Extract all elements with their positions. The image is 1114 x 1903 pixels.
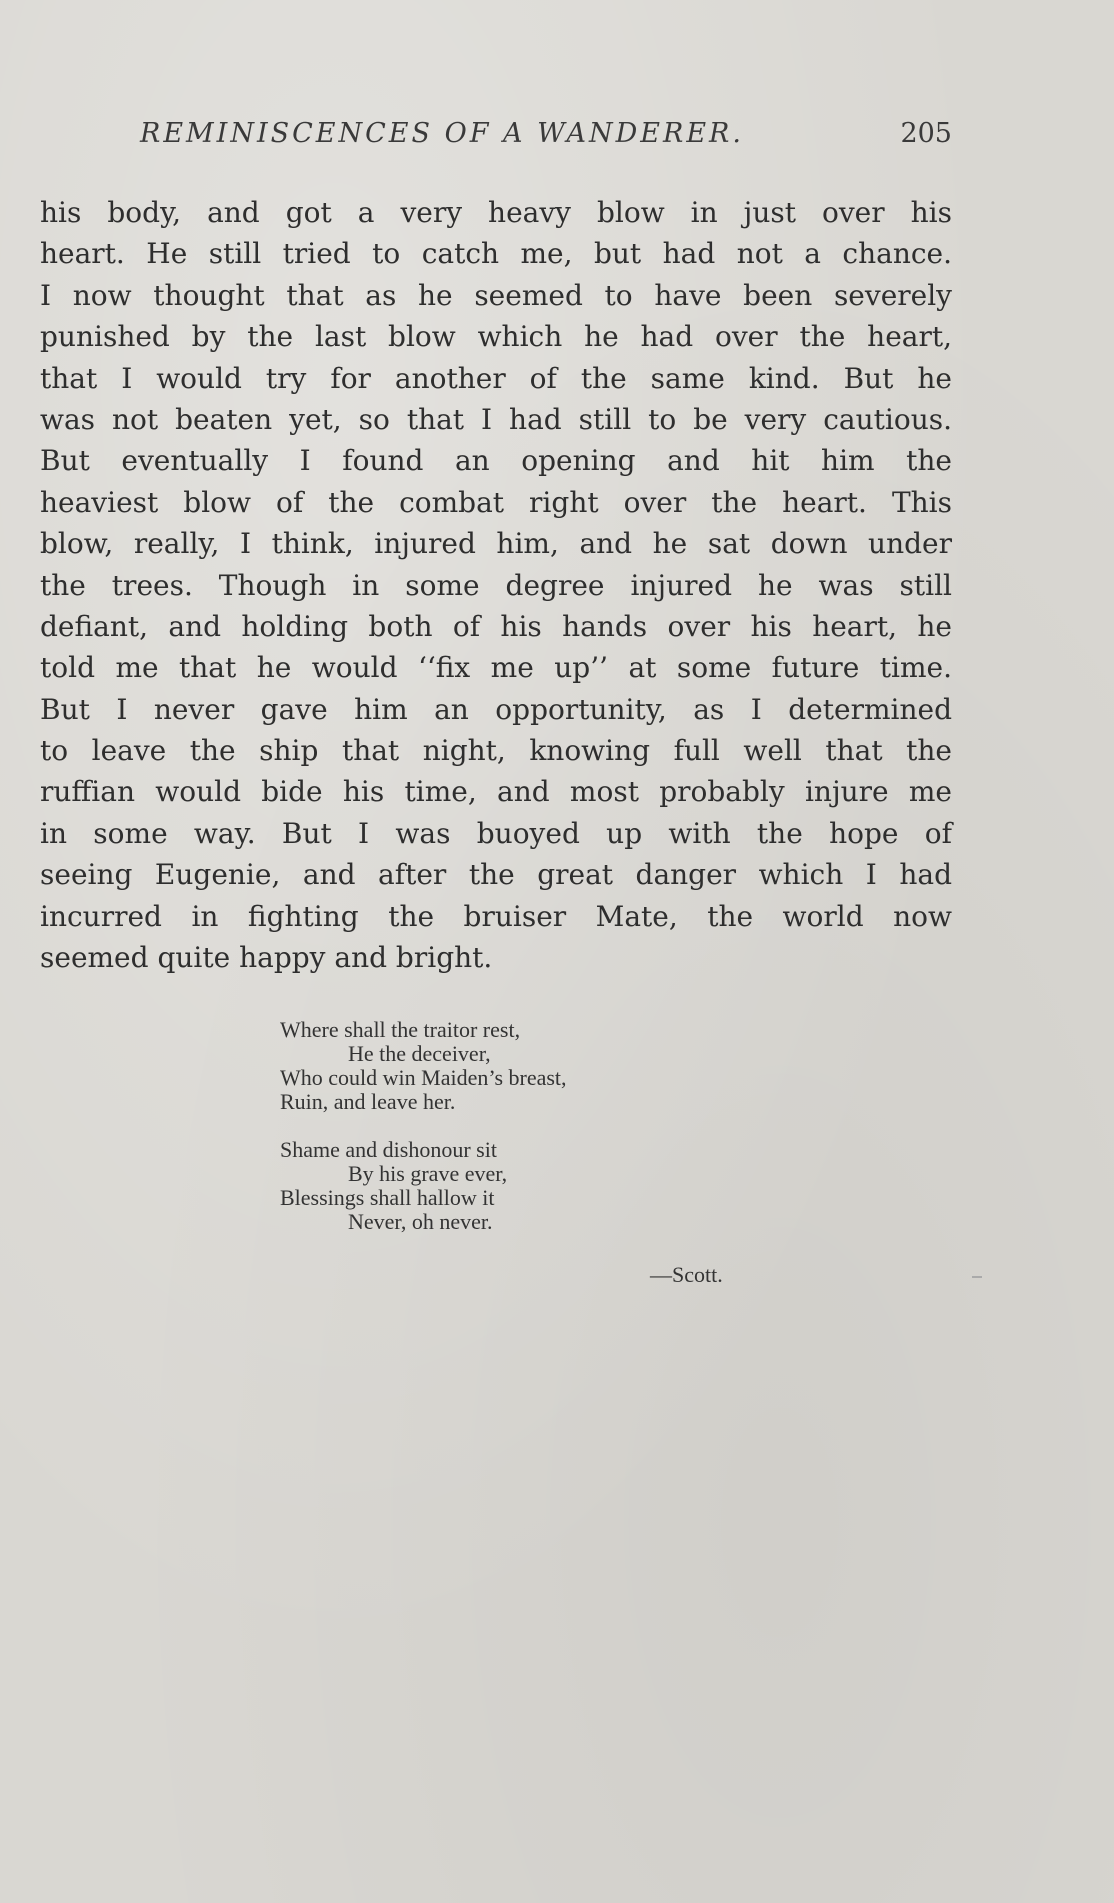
verse-line: Blessings shall hallow it	[280, 1185, 495, 1210]
verse-line: By his grave ever,	[348, 1161, 508, 1186]
verse-line: Never, oh never.	[348, 1209, 493, 1234]
text-line: blow, really, I think, injured him, and he sat down under	[40, 527, 952, 561]
page-number: 205	[900, 118, 952, 149]
poem-quotation	[280, 1018, 840, 1258]
text-line: heaviest blow of the combat right over the heart. This	[40, 485, 952, 519]
text-line: to leave the ship that night, knowing full well that the	[40, 734, 952, 768]
text-line: I now thought that as he seemed to have been severely	[40, 278, 952, 312]
text-line: But eventually I found an opening and hit him the	[40, 444, 952, 478]
verse-line: He the deceiver,	[348, 1041, 491, 1066]
verse-line: Where shall the traitor rest,	[280, 1017, 521, 1042]
text-line: ruffian would bide his time, and most probably injure me	[40, 775, 952, 809]
body-paragraph	[40, 192, 952, 978]
verse-line: Shame and dishonour sit	[280, 1137, 497, 1162]
text-line: the trees. Though in some degree injured he was still	[40, 568, 952, 602]
poem-stanza	[280, 1018, 840, 1114]
verse-line: Ruin, and leave her.	[280, 1089, 456, 1114]
verse-line: Who could win Maiden’s breast,	[280, 1065, 567, 1090]
text-line: his body, and got a very heavy blow in just over his	[40, 196, 952, 229]
text-line: seemed quite happy and bright.	[40, 941, 493, 975]
running-title: REMINISCENCES OF A WANDERER.	[140, 118, 744, 149]
text-line: heart. He still tried to catch me, but had not a chance.	[40, 237, 952, 271]
text-line: punished by the last blow which he had over the heart,	[40, 320, 952, 354]
text-line: that I would try for another of the same kind. But he	[40, 361, 952, 395]
text-line: was not beaten yet, so that I had still to be very cautious.	[40, 402, 952, 436]
text-line: told me that he would ‘‘fix me up’’ at some future time.	[40, 651, 952, 685]
poem-attribution: —Scott.	[650, 1262, 723, 1287]
text-line: incurred in fighting the bruiser Mate, the world now	[40, 899, 952, 933]
running-head	[140, 118, 952, 158]
text-line: defiant, and holding both of his hands over his heart, he	[40, 609, 952, 643]
text-line: But I never gave him an opportunity, as I determined	[40, 692, 952, 726]
text-line: seeing Eugenie, and after the great danger which I had	[40, 858, 952, 892]
text-line: in some way. But I was buoyed up with the hope of	[40, 816, 952, 850]
ink-speck	[972, 1276, 982, 1278]
poem-stanza	[280, 1138, 840, 1234]
